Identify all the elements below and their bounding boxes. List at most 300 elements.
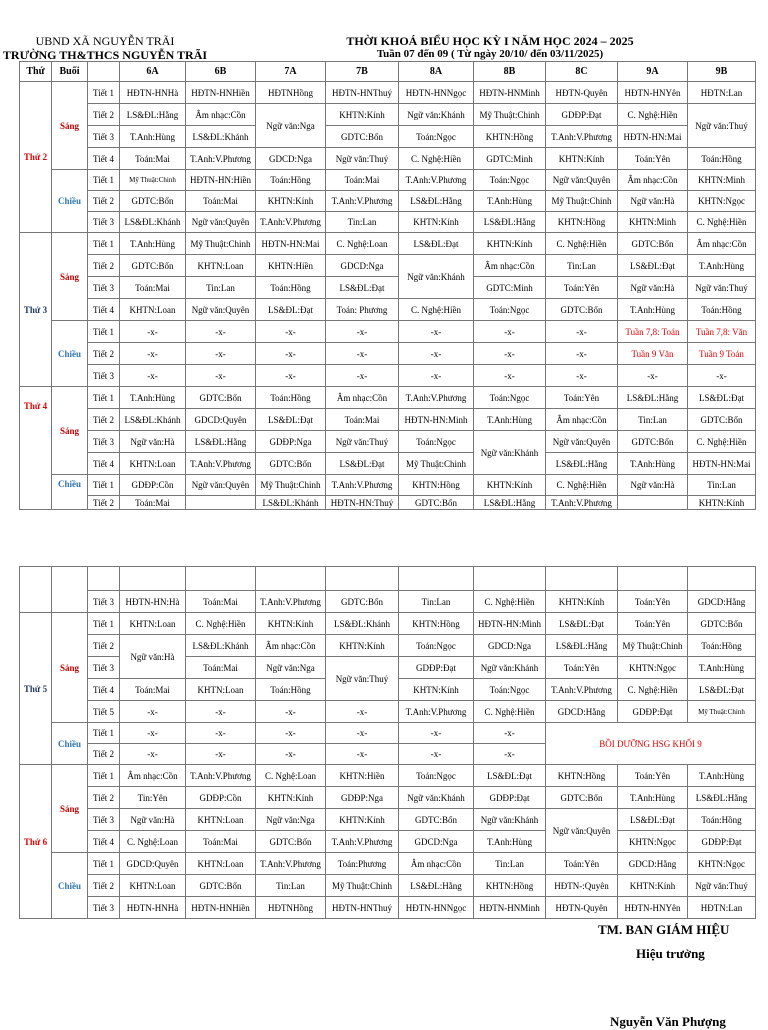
period-label: Tiết 3 [88, 212, 120, 233]
cell: Tin:Yên [120, 787, 186, 809]
cell: GDTC:Bốn [399, 809, 474, 831]
cell: Tin:Lan [326, 212, 399, 233]
table-row [20, 148, 756, 170]
cell: -x- [546, 365, 618, 387]
empty-cell [256, 567, 326, 591]
cell: -x- [546, 321, 618, 343]
col-header-7b: 7B [326, 62, 399, 82]
cell: -x- [120, 343, 186, 365]
cell: T.Anh:V.Phương [256, 212, 326, 233]
cell: -x- [256, 343, 326, 365]
cell: -x- [618, 365, 688, 387]
table-row [20, 365, 756, 387]
period-label: Tiết 4 [88, 679, 120, 701]
cell: T.Anh:Hùng [120, 126, 186, 148]
session-label: Chiều [52, 170, 88, 233]
cell: Âm nhạc:Cồn [120, 765, 186, 787]
table-row [20, 765, 756, 787]
cell: HĐTN-HNMinh [474, 897, 546, 919]
cell: -x- [186, 701, 256, 723]
page-subtitle: Tuần 07 đến 09 ( Từ ngày 20/10/ đến 03/11/2025) [376, 48, 604, 60]
cell: Mỹ Thuật:Chinh [256, 475, 326, 496]
cell: KHTN:Kính [326, 104, 399, 126]
cell: GDCD:Quyên [120, 853, 186, 875]
cell: GDTC:Bốn [326, 591, 399, 613]
cell: GDĐP:Nga [256, 431, 326, 453]
cell: KHTN:Kính [474, 475, 546, 496]
cell [618, 496, 688, 510]
table-row [20, 635, 756, 657]
cell [186, 496, 256, 510]
cell: -x- [326, 365, 399, 387]
cell: HĐTN-Quyên [546, 897, 618, 919]
cell: -x- [186, 365, 256, 387]
cell: T.Anh:V.Phương [546, 679, 618, 701]
cell: Âm nhạc:Cồn [546, 409, 618, 431]
cell: T.Anh:V.Phương [326, 475, 399, 496]
cell: GDCD:Hằng [618, 853, 688, 875]
cell: HĐTN-HNHiền [186, 897, 256, 919]
cell: Toán:Hồng [688, 635, 756, 657]
cell: KHTN:Kính [326, 809, 399, 831]
cell: Mỹ Thuật:Chinh [474, 104, 546, 126]
cell: KHTN:Loan [120, 613, 186, 635]
cell: KHTN:Loan [120, 453, 186, 475]
cell: T.Anh:V.Phương [186, 453, 256, 475]
cell: -x- [186, 723, 256, 744]
period-label: Tiết 1 [88, 82, 120, 104]
cell: -x- [256, 723, 326, 744]
cell: LS&ĐL:Đạt [326, 277, 399, 299]
cell: T.Anh:V.Phương [326, 191, 399, 212]
cell: Ngữ văn:Quyên [546, 431, 618, 453]
cell: Ngữ văn:Khánh [399, 104, 474, 126]
cell: GDCD:Nga [474, 635, 546, 657]
cell: Toán:Ngọc [474, 387, 546, 409]
cell: Ngữ văn:Hà [618, 475, 688, 496]
table-row [20, 343, 756, 365]
cell: LS&ĐL:Hằng [474, 496, 546, 510]
cell: KHTN:Hồng [546, 765, 618, 787]
cell: T.Anh:Hùng [474, 831, 546, 853]
cell: GDTC:Bốn [120, 255, 186, 277]
empty-cell [546, 567, 618, 591]
table-row [20, 853, 756, 875]
cell-note: Tuần 9 Văn [618, 343, 688, 365]
cell: Tin:Lan [474, 853, 546, 875]
table-row [20, 431, 756, 453]
cell-merged: Ngữ văn:Quyên [546, 809, 618, 853]
cell: LS&ĐL:Khánh [326, 613, 399, 635]
cell: C. Nghệ:Hiền [618, 104, 688, 126]
cell: Tin:Lan [618, 409, 688, 431]
signature-name: Nguyễn Văn Phượng [610, 1014, 726, 1029]
cell: HĐTN-HN:Mai [618, 126, 688, 148]
cell: KHTN:Ngọc [688, 191, 756, 212]
cell: GDTC:Bốn [186, 875, 256, 897]
cell: Âm nhạc:Cồn [186, 104, 256, 126]
cell: GDCD:Nga [326, 255, 399, 277]
col-header-9b: 9B [688, 62, 756, 82]
cell: C. Nghệ:Hiền [399, 299, 474, 321]
cell: Toán:Mai [186, 657, 256, 679]
table-row [20, 701, 756, 723]
cell: GDĐP:Đạt [474, 787, 546, 809]
cell: Toán:Hồng [688, 148, 756, 170]
cell: -x- [474, 365, 546, 387]
cell: KHTN:Kính [399, 212, 474, 233]
empty-cell [120, 567, 186, 591]
cell: HĐTN:Lan [688, 82, 756, 104]
cell: LS&ĐL:Khánh [186, 635, 256, 657]
cell: GDĐP:Cồn [186, 787, 256, 809]
cell: -x- [256, 701, 326, 723]
table-row [20, 787, 756, 809]
cell: Mỹ Thuật:Chinh [120, 170, 186, 191]
cell: T.Anh:Hùng [688, 255, 756, 277]
session-label: Sáng [52, 387, 88, 475]
cell-note: Tuần 9 Toán [688, 343, 756, 365]
cell: Ngữ văn:Nga [256, 809, 326, 831]
cell: Ngữ văn:Khánh [399, 787, 474, 809]
cell: KHTN:Kính [256, 613, 326, 635]
table-row [20, 170, 756, 191]
hsg-note: BỒI DƯỠNG HSG KHỐI 9 [546, 723, 756, 765]
period-label: Tiết 1 [88, 765, 120, 787]
cell: Mỹ Thuật:Chinh [326, 875, 399, 897]
cell: Âm nhạc:Cồn [256, 635, 326, 657]
cell: T.Anh:V.Phương [546, 126, 618, 148]
cell: Toán:Yên [546, 387, 618, 409]
cell: Ngữ văn:Thuý [326, 148, 399, 170]
cell: -x- [474, 723, 546, 744]
cell: KHTN:Ngọc [688, 853, 756, 875]
cell: KHTN:Hiền [326, 765, 399, 787]
table-row [20, 831, 756, 853]
cell: Toán:Hồng [256, 277, 326, 299]
cell: HĐTN-HNThuý [326, 82, 399, 104]
cell: LS&ĐL:Hằng [399, 875, 474, 897]
empty-cell [326, 567, 399, 591]
cell: GDTC:Bốn [618, 233, 688, 255]
cell: Toán: Phương [326, 299, 399, 321]
cell: T.Anh:Hùng [618, 299, 688, 321]
cell: Âm nhạc:Cồn [474, 255, 546, 277]
cell: -x- [186, 744, 256, 765]
cell: HĐTN-HNMinh [474, 82, 546, 104]
col-header-6a: 6A [120, 62, 186, 82]
table-row [20, 591, 756, 613]
org-line-1: UBND XÃ NGUYỄN TRÃI [35, 34, 175, 48]
cell: HĐTN-HNYên [618, 82, 688, 104]
empty-cell [52, 567, 88, 613]
cell: GDTC:Minh [474, 148, 546, 170]
cell: T.Anh:Hùng [688, 657, 756, 679]
cell: -x- [399, 343, 474, 365]
cell: C. Nghệ:Hiền [618, 679, 688, 701]
period-label: Tiết 3 [88, 809, 120, 831]
cell: C. Nghệ:Hiền [399, 148, 474, 170]
cell: Toán:Yên [618, 591, 688, 613]
col-header-7a: 7A [256, 62, 326, 82]
cell: GDTC:Bốn [546, 299, 618, 321]
cell: HĐTN-HN:Thuý [326, 496, 399, 510]
cell: KHTN:Loan [186, 853, 256, 875]
table-row [20, 453, 756, 475]
cell: LS&ĐL:Đạt [256, 299, 326, 321]
cell: Toán:Ngọc [399, 635, 474, 657]
empty-cell [88, 567, 120, 591]
period-label: Tiết 3 [88, 431, 120, 453]
cell: KHTN:Ngọc [618, 657, 688, 679]
cell: -x- [688, 365, 756, 387]
cell: LS&ĐL:Hằng [618, 387, 688, 409]
cell: -x- [120, 321, 186, 343]
cell: Ngữ văn:Khánh [474, 809, 546, 831]
cell: Toán:Hồng [256, 679, 326, 701]
cell: LS&ĐL:Đạt [618, 809, 688, 831]
table-row [20, 613, 756, 635]
cell: Toán:Mai [120, 496, 186, 510]
cell: Tin:Lan [688, 475, 756, 496]
cell: Toán:Mai [120, 148, 186, 170]
cell: -x- [256, 365, 326, 387]
cell: T.Anh:Hùng [120, 387, 186, 409]
cell: Ngữ văn:Hà [618, 191, 688, 212]
period-label: Tiết 1 [88, 387, 120, 409]
session-label: Chiều [52, 723, 88, 765]
col-header-tiet [88, 62, 120, 82]
period-label: Tiết 3 [88, 365, 120, 387]
day-label: Thứ 4 [20, 387, 52, 510]
cell: GDTC:Bốn [256, 453, 326, 475]
period-label: Tiết 3 [88, 126, 120, 148]
table-row [20, 875, 756, 897]
cell: Ngữ văn:Quyên [546, 170, 618, 191]
cell: KHTN:Hồng [399, 475, 474, 496]
period-label: Tiết 1 [88, 170, 120, 191]
cell: T.Anh:Hùng [688, 765, 756, 787]
cell: LS&ĐL:Đạt [688, 387, 756, 409]
empty-cell [474, 567, 546, 591]
period-label: Tiết 2 [88, 255, 120, 277]
table-row [20, 299, 756, 321]
cell: C. Nghệ:Hiền [546, 475, 618, 496]
period-label: Tiết 2 [88, 409, 120, 431]
cell: T.Anh:V.Phương [546, 496, 618, 510]
cell: HĐTN:Lan [688, 897, 756, 919]
cell-merged: Ngữ văn:Nga [256, 104, 326, 148]
cell: T.Anh:V.Phương [399, 170, 474, 191]
cell: KHTN:Hồng [399, 613, 474, 635]
cell: Toán:Ngọc [399, 431, 474, 453]
cell: -x- [326, 321, 399, 343]
cell: GDTC:Minh [474, 277, 546, 299]
cell: KHTN:Hồng [474, 126, 546, 148]
empty-cell [20, 567, 52, 613]
col-header-8a: 8A [399, 62, 474, 82]
col-header-9a: 9A [618, 62, 688, 82]
period-label: Tiết 1 [88, 475, 120, 496]
cell: Toán:Ngọc [399, 765, 474, 787]
cell: Toán:Ngọc [399, 126, 474, 148]
cell: Toán:Mai [326, 409, 399, 431]
cell: LS&ĐL:Khánh [186, 126, 256, 148]
cell: LS&ĐL:Đạt [618, 255, 688, 277]
period-label: Tiết 2 [88, 496, 120, 510]
cell: -x- [474, 343, 546, 365]
cell: Ngữ văn:Nga [256, 657, 326, 679]
cell: Toán:Ngọc [474, 170, 546, 191]
col-header-8b: 8B [474, 62, 546, 82]
period-label: Tiết 2 [88, 635, 120, 657]
cell: T.Anh:V.Phương [186, 765, 256, 787]
cell: Ngữ văn:Quyên [186, 475, 256, 496]
cell: GDCD:Quyên [186, 409, 256, 431]
table-row [20, 809, 756, 831]
cell: KHTN:Loan [120, 875, 186, 897]
cell: T.Anh:Hùng [474, 191, 546, 212]
cell: Ngữ văn:Thuý [326, 431, 399, 453]
cell: KHTN:Kính [474, 233, 546, 255]
cell: Ngữ văn:Thuý [688, 875, 756, 897]
cell: LS&ĐL:Hằng [546, 453, 618, 475]
session-label: Sáng [52, 613, 88, 723]
col-header-thu: Thứ [20, 62, 52, 82]
cell: Toán:Yên [546, 657, 618, 679]
cell: Ngữ văn:Quyên [186, 299, 256, 321]
period-label: Tiết 4 [88, 831, 120, 853]
org-line-2: TRƯỜNG TH&THCS NGUYỄN TRÃI [2, 48, 208, 62]
cell: -x- [474, 744, 546, 765]
cell: Toán:Yên [546, 853, 618, 875]
cell: -x- [256, 744, 326, 765]
cell: T.Anh:Hùng [474, 409, 546, 431]
cell: Toán:Mai [120, 277, 186, 299]
period-label: Tiết 4 [88, 299, 120, 321]
cell: -x- [326, 343, 399, 365]
period-label: Tiết 2 [88, 191, 120, 212]
cell: HĐTN-HN:Hà [120, 591, 186, 613]
header-row [20, 62, 756, 82]
cell: -x- [399, 723, 474, 744]
cell: LS&ĐL:Hằng [399, 191, 474, 212]
cell: -x- [546, 343, 618, 365]
empty-cell [618, 567, 688, 591]
cell: GDĐP:Nga [326, 787, 399, 809]
cell: Toán:Yên [618, 613, 688, 635]
cell: Toán:Phương [326, 853, 399, 875]
cell: GDTC:Bốn [186, 387, 256, 409]
cell: T.Anh:V.Phương [186, 148, 256, 170]
cell: T.Anh:Hùng [618, 453, 688, 475]
cell: LS&ĐL:Đạt [256, 409, 326, 431]
period-label: Tiết 3 [88, 657, 120, 679]
cell-merged: Ngữ văn:Thuý [688, 104, 756, 148]
cell: LS&ĐL:Đạt [546, 613, 618, 635]
cell: Toán:Mai [186, 191, 256, 212]
table-row [20, 475, 756, 496]
cell-merged: Ngữ văn:Hà [120, 635, 186, 679]
cell: Toán:Mai [186, 591, 256, 613]
cell: Ngữ văn:Hà [120, 431, 186, 453]
cell: HĐTNHồng [256, 897, 326, 919]
cell: Toán:Ngọc [474, 299, 546, 321]
cell: KHTN:Hồng [474, 875, 546, 897]
cell: -x- [326, 701, 399, 723]
table-row [20, 233, 756, 255]
cell: Toán:Mai [326, 170, 399, 191]
period-label: Tiết 2 [88, 104, 120, 126]
cell: KHTN:Loan [186, 255, 256, 277]
cell: -x- [256, 321, 326, 343]
cell: C. Nghệ:Hiền [474, 591, 546, 613]
cell: GDCD:Nga [256, 148, 326, 170]
cell: Mỹ Thuật:Chinh [186, 233, 256, 255]
cell-note: Tuần 7,8: Toán [618, 321, 688, 343]
period-label: Tiết 1 [88, 723, 120, 744]
cell: GDĐP:Đạt [618, 701, 688, 723]
cell: HĐTN-HNHà [120, 897, 186, 919]
table-row [20, 126, 756, 148]
cell: C. Nghệ:Loan [326, 233, 399, 255]
cell: HĐTN-HNNgọc [399, 897, 474, 919]
table-row [20, 321, 756, 343]
cell: GDTC:Bốn [120, 191, 186, 212]
table-row [20, 191, 756, 212]
cell: Toán:Hồng [256, 170, 326, 191]
cell: Âm nhạc:Cồn [618, 170, 688, 191]
table-row [20, 277, 756, 299]
cell: -x- [399, 321, 474, 343]
cell: KHTN:Kính [256, 191, 326, 212]
period-label: Tiết 1 [88, 613, 120, 635]
cell: GDĐP:Đạt [399, 657, 474, 679]
cell: LS&ĐL:Khánh [120, 212, 186, 233]
cell: HĐTN-HN:Mai [688, 453, 756, 475]
timetable-part-2 [19, 566, 756, 919]
cell: Âm nhạc:Cồn [399, 853, 474, 875]
signature-org: TM. BAN GIÁM HIỆU [598, 922, 730, 937]
table-row [20, 496, 756, 510]
session-label: Sáng [52, 82, 88, 170]
period-label: Tiết 1 [88, 853, 120, 875]
cell: Ngữ văn:Quyên [186, 212, 256, 233]
table-row [20, 255, 756, 277]
cell: C. Nghệ:Loan [120, 831, 186, 853]
col-header-8c: 8C [546, 62, 618, 82]
cell: T.Anh:V.Phương [256, 591, 326, 613]
cell: KHTN:Minh [688, 170, 756, 191]
cell-merged: Ngữ văn:Khánh [399, 255, 474, 299]
cell: -x- [120, 365, 186, 387]
empty-cell [688, 567, 756, 591]
cell: KHTN:Kính [546, 591, 618, 613]
cell: T.Anh:V.Phương [399, 701, 474, 723]
table-row [20, 409, 756, 431]
table-row [20, 897, 756, 919]
cell: GDCD:Hằng [688, 591, 756, 613]
cell: C. Nghệ:Hiền [688, 431, 756, 453]
cell: HĐTN-HNThuý [326, 897, 399, 919]
cell: -x- [326, 723, 399, 744]
cell: HĐTN-HNYên [618, 897, 688, 919]
cell: Toán:Mai [120, 679, 186, 701]
cell: KHTN:Kính [326, 635, 399, 657]
cell: KHTN:Kính [618, 875, 688, 897]
cell: Toán:Yên [546, 277, 618, 299]
cell: GDĐP:Cồn [120, 475, 186, 496]
